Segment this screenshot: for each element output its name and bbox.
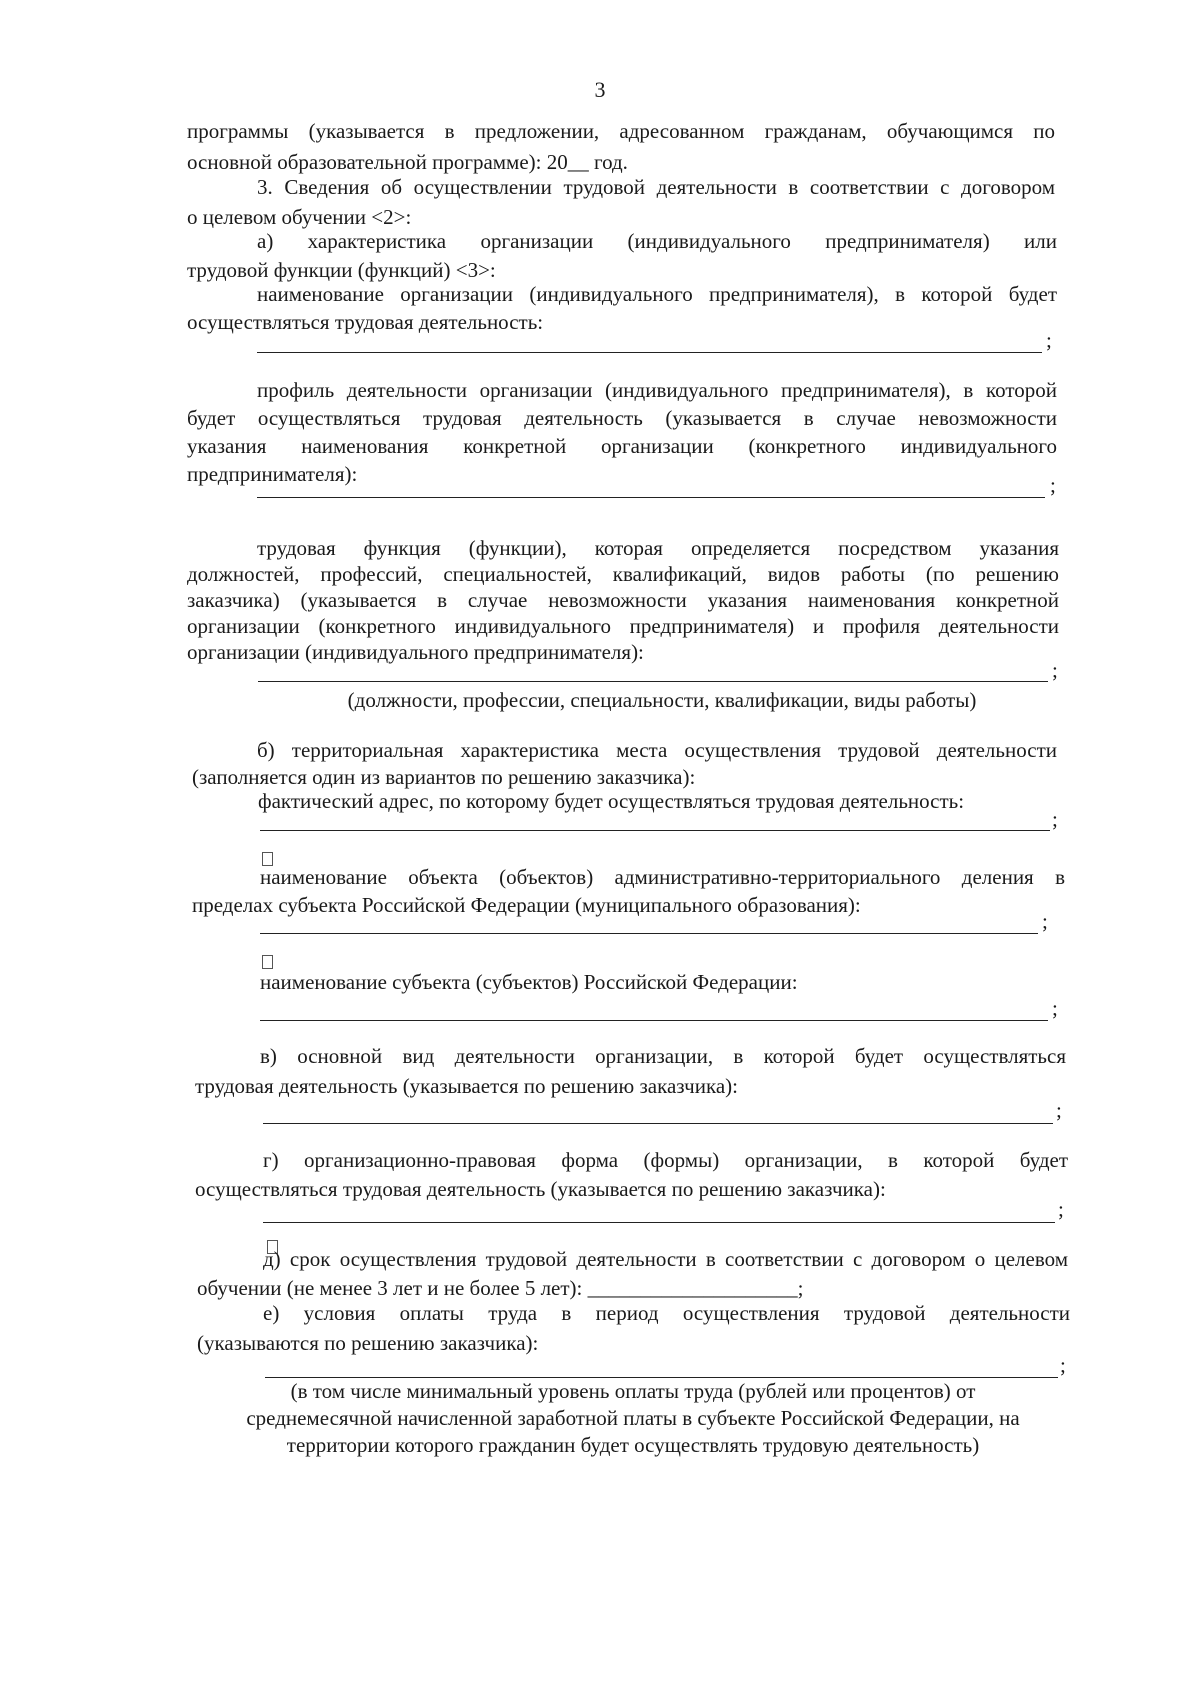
subject-fill-line[interactable]: [260, 1020, 1048, 1021]
address-fill-line[interactable]: [260, 830, 1050, 831]
object-line-1: наименование объекта (объектов) административно-территориального деления в: [260, 865, 1065, 889]
item-e-line-2: (указываются по решению заказчика):: [197, 1331, 539, 1355]
item-g-line-1: г) организационно-правовая форма (формы) организации, в которой будет: [263, 1148, 1068, 1172]
semicolon: ;: [1042, 909, 1048, 933]
semicolon: ;: [1056, 1098, 1062, 1122]
option-checkbox[interactable]: [262, 955, 273, 969]
function-fill-line[interactable]: [258, 681, 1048, 682]
item-e-caption-line-3: территории которого гражданин будет осуществлять трудовую деятельность): [286, 1433, 980, 1457]
profile-fill-line[interactable]: [257, 497, 1045, 498]
semicolon: ;: [1052, 996, 1058, 1020]
section-title-line-1: 3. Сведения об осуществлении трудовой деятельности в соответствии с договором: [257, 175, 1055, 199]
semicolon: ;: [1046, 328, 1052, 352]
semicolon: ;: [1058, 1197, 1064, 1221]
item-d-line-2: обучении (не менее 3 лет и не более 5 лет): ____________________;: [197, 1276, 804, 1300]
profile-line-1: профиль деятельности организации (индивидуального предпринимателя), в которой: [257, 378, 1057, 402]
semicolon: ;: [1052, 807, 1058, 831]
item-d-line-1: д) срок осуществления трудовой деятельности в соответствии с договором о целевом: [263, 1247, 1068, 1271]
semicolon: ;: [1050, 473, 1056, 497]
item-v-line-1: в) основной вид деятельности организации, в которой будет осуществляться: [260, 1044, 1066, 1068]
function-line-1: трудовая функция (функции), которая определяется посредством указания: [257, 536, 1059, 560]
item-e-line-1: е) условия оплаты труда в период осуществления трудовой деятельности: [263, 1301, 1070, 1325]
item-v-line-2: трудовая деятельность (указывается по решению заказчика):: [195, 1074, 738, 1098]
item-e-caption-line-1: (в том числе минимальный уровень оплаты труда (рублей или процентов) от: [290, 1379, 976, 1403]
item-e-caption-line-2: среднемесячной начисленной заработной платы в субъекте Российской Федерации, на: [246, 1406, 1020, 1430]
object-line-2: пределах субъекта Российской Федерации (муниципального образования):: [192, 893, 861, 917]
item-v-fill-line[interactable]: [263, 1123, 1053, 1124]
item-g-line-2: осуществляться трудовая деятельность (указывается по решению заказчика):: [195, 1177, 886, 1201]
page-number: 3: [594, 77, 606, 102]
subject-line: наименование субъекта (субъектов) Российской Федерации:: [260, 970, 798, 994]
intro-line-1: программы (указывается в предложении, адресованном гражданам, обучающимся по: [187, 119, 1055, 143]
item-b-line-1: б) территориальная характеристика места осуществления трудовой деятельности: [257, 738, 1057, 762]
org-name-line-2: осуществляться трудовая деятельность:: [187, 310, 544, 334]
profile-line-3: указания наименования конкретной организации (конкретного индивидуального: [187, 434, 1057, 458]
intro-line-2: основной образовательной программе): 20__ год.: [187, 150, 628, 174]
function-line-4: организации (конкретного индивидуального предпринимателя) и профиля деятельности: [187, 614, 1059, 638]
function-line-5: организации (индивидуального предпринимателя):: [187, 640, 644, 664]
object-fill-line[interactable]: [260, 933, 1038, 934]
item-b-line-2: (заполняется один из вариантов по решению заказчика):: [192, 765, 696, 789]
item-g-fill-line[interactable]: [263, 1222, 1055, 1223]
function-line-3: заказчика) (указывается в случае невозможности указания наименования конкретной: [187, 588, 1059, 612]
section-title-line-2: о целевом обучении <2>:: [187, 205, 412, 229]
org-name-line-1: наименование организации (индивидуального предпринимателя), в которой будет: [257, 282, 1057, 306]
function-caption: (должности, профессии, специальности, квалификации, виды работы): [347, 688, 977, 712]
profile-line-2: будет осуществляться трудовая деятельность (указывается в случае невозможности: [187, 406, 1057, 430]
semicolon: ;: [1052, 658, 1058, 682]
semicolon: ;: [1060, 1353, 1066, 1377]
function-line-2: должностей, профессий, специальностей, квалификаций, видов работы (по решению: [187, 562, 1059, 586]
profile-line-4: предпринимателя):: [187, 462, 358, 486]
item-a-line-2: трудовой функции (функций) <3>:: [187, 258, 496, 282]
item-a-line-1: а) характеристика организации (индивидуального предпринимателя) или: [257, 229, 1057, 253]
org-name-fill-line[interactable]: [257, 352, 1042, 353]
address-line: фактический адрес, по которому будет осуществляться трудовая деятельность:: [258, 789, 965, 813]
